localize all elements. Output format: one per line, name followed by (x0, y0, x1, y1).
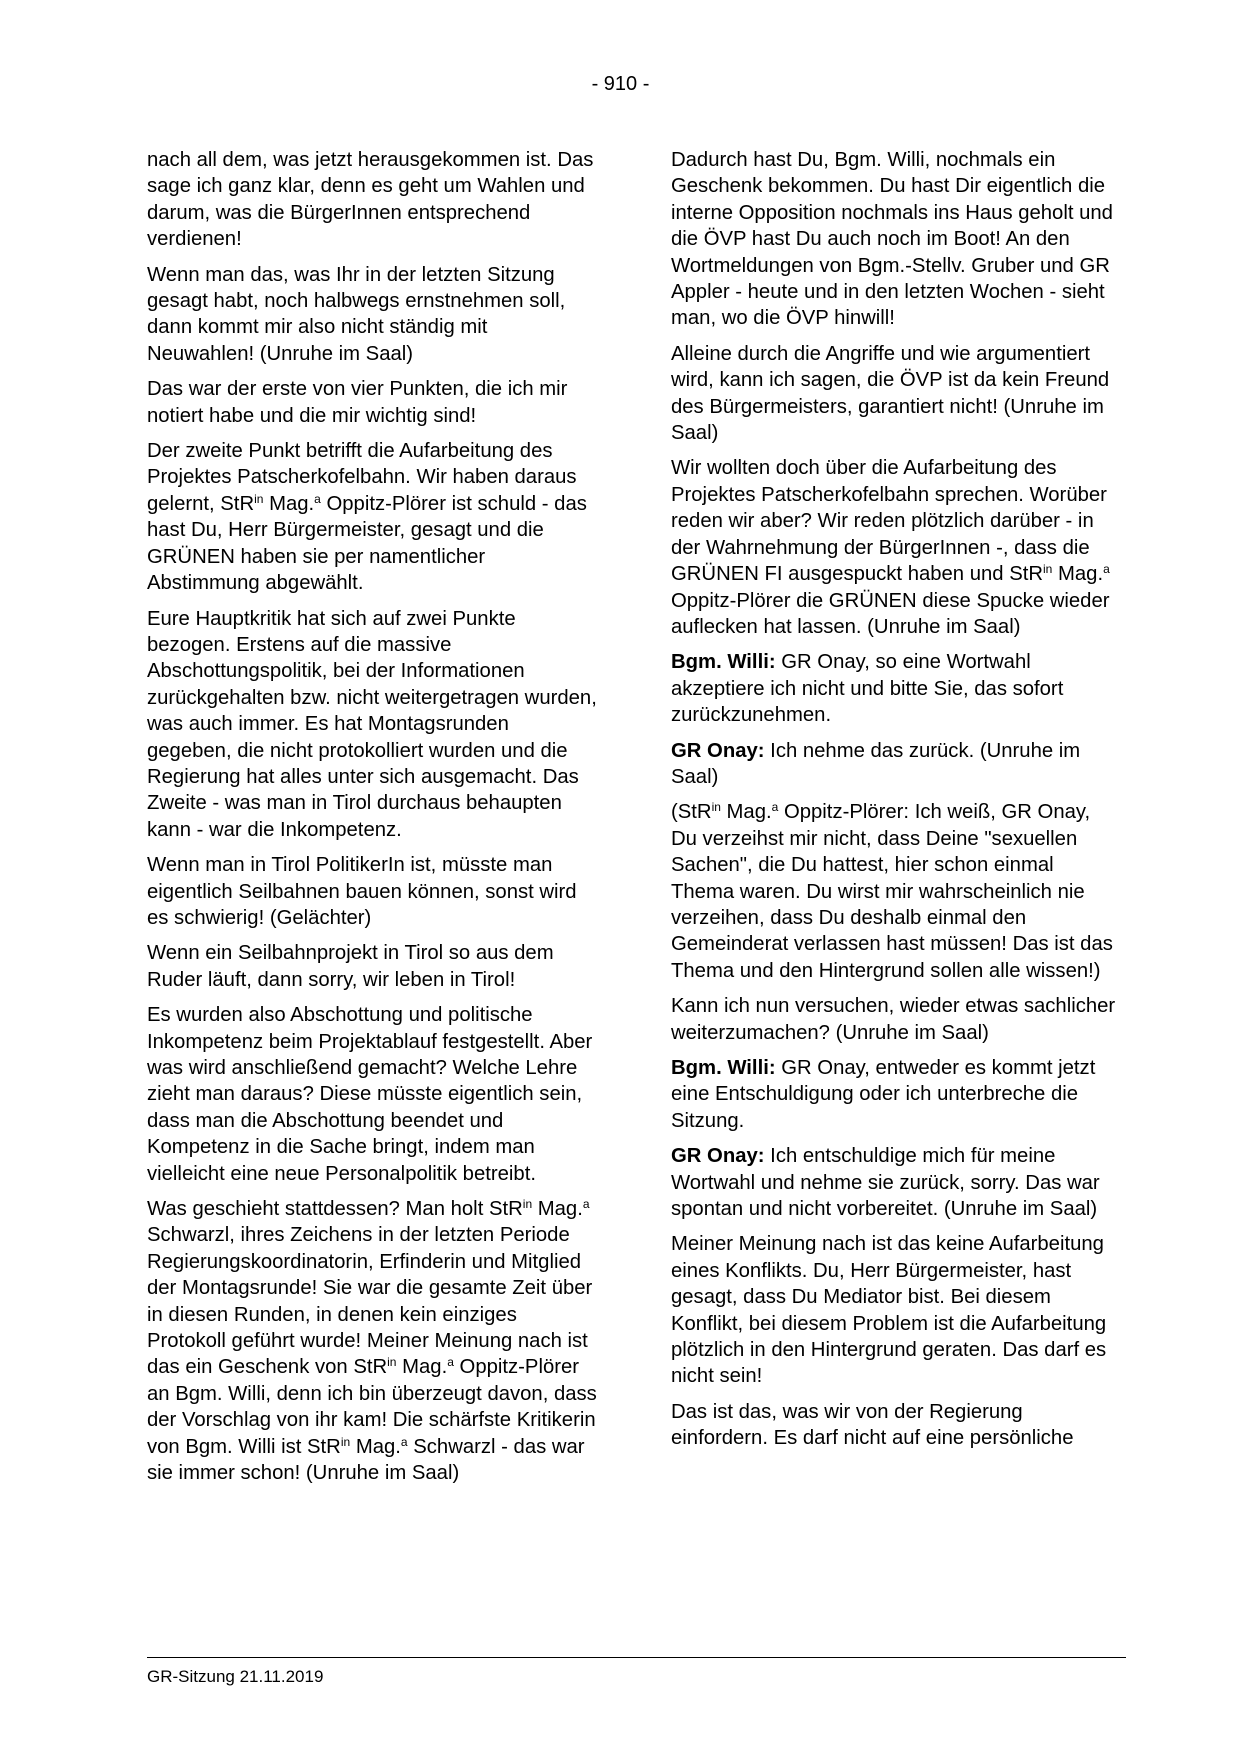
speaker-paragraph: GR Onay: Ich entschuldige mich für meine Wortwahl und nehme sie zurück, sorry. Das war spontan und nicht vorbereitet. (Unruhe im Saal) (671, 1145, 1100, 1221)
paragraph: Eure Hauptkritik hat sich auf zwei Punkte bezogen. Erstens auf die massive Abschottungspolitik, bei der Informationen zurückgehalten bzw. nicht weitergetragen wurden, was auch immer. Es hat Montagsrunden gegeben, die nicht protokolliert wurden und die Regierung hat alles unter sich ausgemacht. Das Zweite - was man in Tirol durchaus behaupten kann - war die Inkompetenz. (147, 607, 597, 841)
paragraph: Das war der erste von vier Punkten, die ich mir notiert habe und die mir wichtig sind! (147, 378, 568, 427)
speaker-name: GR Onay: (671, 1145, 765, 1168)
paragraph: Wir wollten doch über die Aufarbeitung des Projektes Patscherkofelbahn sprechen. Worüber reden wir aber? Wir reden plötzlich darüber - in der Wahrnehmung der BürgerInnen -, dass die GRÜNEN FI ausgespuckt haben und StR$^{in}$ Mag.$^a$ Oppitz-Plörer die GRÜNEN diese Spucke wieder auflecken hat lassen. (Unruhe im Saal) (671, 457, 1110, 638)
right-column (671, 147, 1121, 1461)
page-number: - 910 - (591, 73, 650, 95)
paragraph: Der zweite Punkt betrifft die Aufarbeitung des Projektes Patscherkofelbahn. Wir haben daraus gelernt, StR$^{in}$ Mag.$^a$ Oppitz-Plörer ist schuld - das hast Du, Herr Bürgermeister, gesagt und die GRÜNEN haben sie per namentlicher Abstimmung abgewählt. (147, 440, 587, 595)
paragraph: Wenn ein Seilbahnprojekt in Tirol so aus dem Ruder läuft, dann sorry, wir leben in Tirol! (147, 942, 554, 991)
paragraph: Kann ich nun versuchen, wieder etwas sachlicher weiterzumachen? (Unruhe im Saal) (671, 995, 1116, 1044)
footer-session-date: GR-Sitzung 21.11.2019 (147, 1667, 324, 1686)
left-column (147, 147, 597, 1496)
paragraph: Das ist das, was wir von der Regierung einfordern. Es darf nicht auf eine persönliche (671, 1400, 1074, 1450)
speaker-paragraph: Bgm. Willi: GR Onay, entweder es kommt jetzt eine Entschuldigung oder ich unterbreche die Sitzung. (671, 1057, 1096, 1132)
speaker-paragraph: Bgm. Willi: GR Onay, so eine Wortwahl akzeptiere ich nicht und bitte Sie, das sofort zurückzunehmen. (671, 651, 1064, 727)
paragraph: Es wurden also Abschottung und politische Inkompetenz beim Projektablauf festgestellt. Aber was wird anschließend gemacht? Welche Lehre zieht man daraus? Diese müsste eigentlich sein, dass man die Abschottung beendet und Kompetenz in die Sache bringt, indem man vielleicht eine neue Personalpolitik betreibt. (147, 1004, 593, 1185)
footer-divider (147, 1657, 1126, 1658)
paragraph: Meiner Meinung nach ist das keine Aufarbeitung eines Konflikts. Du, Herr Bürgermeister, hast gesagt, dass Du Mediator bist. Bei diesem Konflikt, bei diesem Problem ist die Aufarbeitung plötzlich in den Hintergrund geraten. Das darf es nicht sein! (671, 1233, 1107, 1388)
speaker-name: Bgm. Willi: (671, 651, 776, 674)
speaker-name: Bgm. Willi: (671, 1057, 776, 1079)
paragraph: Was geschieht stattdessen? Man holt StR$^{in}$ Mag.$^a$ Schwarzl, ihres Zeichens in der letzten Periode Regierungskoordinatorin, Erfinderin und Mitglied der Montagsrunde! Sie war die gesamte Zeit über in diesen Runden, in denen kein einziges Protokoll geführt wurde! Meiner Meinung nach ist das ein Geschenk von StR$^{in}$ Mag.$^a$ Oppitz-Plörer an Bgm. Willi, denn ich bin überzeugt davon, dass der Vorschlag von ihr kam! Die schärfste Kritikerin von Bgm. Willi ist StR$^{in}$ Mag.$^a$ Schwarzl - das war sie immer schon! (Unruhe im Saal) (147, 1197, 597, 1485)
paragraph: (StR$^{in}$ Mag.$^a$ Oppitz-Plörer: Ich weiß, GR Onay, Du verzeihst mir nicht, dass Deine "sexuellen Sachen", die Du hattest, hier schon einmal Thema waren. Du wirst mir wahrscheinlich nie verzeihen, dass Du deshalb einmal den Gemeinderat verlassen hast müssen! Das ist das Thema und den Hintergrund sollen alle wissen!) (671, 800, 1113, 982)
paragraph: Wenn man das, was Ihr in der letzten Sitzung gesagt habt, noch halbwegs ernstnehmen soll, dann kommt mir also nicht ständig mit Neuwahlen! (Unruhe im Saal) (147, 263, 566, 365)
speaker-name: GR Onay: (671, 739, 765, 762)
paragraph: Alleine durch die Angriffe und wie argumentiert wird, kann ich sagen, die ÖVP ist da kein Freund des Bürgermeisters, garantiert nicht! (Unruhe im Saal) (671, 342, 1110, 445)
paragraph: nach all dem, was jetzt herausgekommen ist. Das sage ich ganz klar, denn es geht um Wahlen und darum, was die BürgerInnen entsprechend verdienen! (147, 149, 594, 251)
paragraph: Dadurch hast Du, Bgm. Willi, nochmals ein Geschenk bekommen. Du hast Dir eigentlich die interne Opposition nochmals ins Haus geholt und die ÖVP hast Du auch noch im Boot! An den Wortmeldungen von Bgm.-Stellv. Gruber und GR Appler - heute und in den letzten Wochen - sieht man, wo die ÖVP hinwill! (671, 149, 1113, 330)
paragraph: Wenn man in Tirol PolitikerIn ist, müsste man eigentlich Seilbahnen bauen können, sonst wird es schwierig! (Gelächter) (147, 854, 577, 929)
speaker-paragraph: GR Onay: Ich nehme das zurück. (Unruhe im Saal) (671, 739, 1081, 788)
